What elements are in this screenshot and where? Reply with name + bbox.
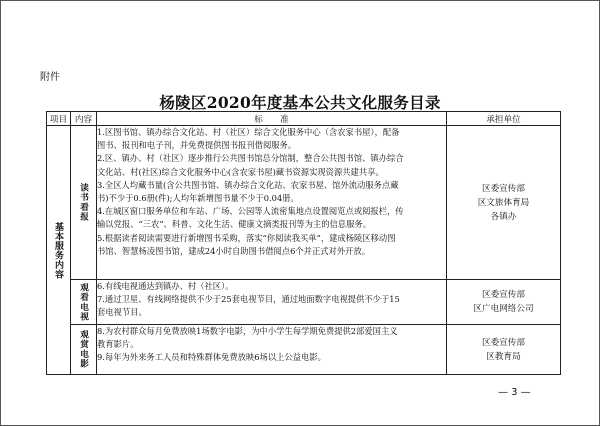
header-content: 内容 — [71, 112, 97, 126]
standard-line: 6.有线电视通达到镇办、村（社区）。 — [97, 281, 234, 291]
standard-line: 7.通过卫星、有线网络提供不少于25套电视节目，通过地面数字电视提供不少于15 — [97, 294, 400, 305]
standard-line: 1.区图书馆、镇办综合文化站、村（社区）综合文化服务中心（含农家书屋），配备 — [97, 127, 400, 137]
responsible-unit: 区文旅体育局 — [477, 197, 530, 208]
table-header-row — [47, 112, 561, 126]
standard-cell — [97, 126, 447, 280]
standard-line: 书)不少于0.6册(件);人均年新增图书量不少于0.04册。 — [97, 193, 299, 204]
standard-cell — [97, 280, 447, 325]
responsible-unit: 区委宣传部 — [482, 290, 525, 300]
standard-line: 教育影片。 — [97, 339, 139, 350]
responsible-unit: 区委宣传部 — [482, 183, 525, 194]
content-cell — [71, 280, 97, 325]
category-cell — [47, 126, 71, 375]
standard-cell — [97, 325, 447, 375]
responsible-unit: 区教育局 — [486, 351, 521, 362]
content-name: 观赏电影 — [78, 330, 89, 369]
responsible-unit: 区委宣传部 — [482, 337, 525, 348]
content-name: 观看电视 — [78, 282, 89, 322]
header-standard: 标 准 — [97, 112, 447, 126]
category-label: 基本服务内容 — [53, 221, 63, 279]
standard-line: 图书、报刊和电子刊，并免费提供图书报刊借阅服务。 — [97, 140, 297, 151]
standard-line: 输以党报、“三农”、科普、文化生活、健康文摘类报刊等为主的信息服务。 — [97, 219, 371, 230]
service-catalog-table — [46, 111, 561, 375]
attachment-label: 附件 — [40, 72, 60, 83]
standard-line: 文化站、村(社区)综合文化服务中心(含农家书屋)藏书资源实现资源共建共享。 — [97, 166, 384, 177]
standard-line: 套电视节目。 — [97, 307, 147, 318]
responsible-unit: 各镇办 — [490, 211, 517, 222]
standard-line: 4.在城区窗口服务单位和车站、广场、公园等人流密集地点设置阅览点或阅报栏，传 — [97, 206, 404, 217]
table-row — [47, 325, 561, 375]
content-name: 读书看报 — [78, 183, 89, 222]
standard-line: 9.每年为外来务工人员和特殊群体免费放映6场以上公益电影。 — [97, 352, 326, 363]
standard-line: 3.全区人均藏书量(含公共图书馆、镇办综合文化站、农家书屋、馆外流动服务点藏 — [97, 179, 399, 190]
unit-cell — [447, 325, 561, 375]
table-row — [47, 280, 561, 325]
header-unit: 承担单位 — [447, 112, 561, 126]
standard-line: 5.根据读者阅读需要进行新增图书采购，落实“你阅读我买单”，建成杨陵区移动图 — [97, 232, 396, 243]
header-item: 项目 — [47, 112, 71, 126]
content-cell — [71, 325, 97, 375]
standard-line: 书馆、智慧杨凌图书馆，建成24小时自助图书借阅点6个并正式对外开放。 — [97, 245, 371, 256]
responsible-unit: 区广电网络公司 — [473, 304, 534, 314]
standard-line: 2.区、镇办、村（社区）逐步推行公共图书馆总分馆制，整合公共图书馆、镇办综合 — [97, 153, 404, 164]
page-number: — 3 — — [498, 387, 531, 398]
content-cell — [71, 126, 97, 280]
document-title: 杨陵区2020年度基本公共文化服务目录 — [159, 93, 441, 112]
unit-cell — [447, 280, 561, 325]
unit-cell — [447, 126, 561, 280]
table-row — [47, 126, 561, 280]
standard-line: 8.为农村群众每月免费放映1场数字电影，为中小学生每学期免费提供2部爱国主义 — [97, 326, 398, 336]
